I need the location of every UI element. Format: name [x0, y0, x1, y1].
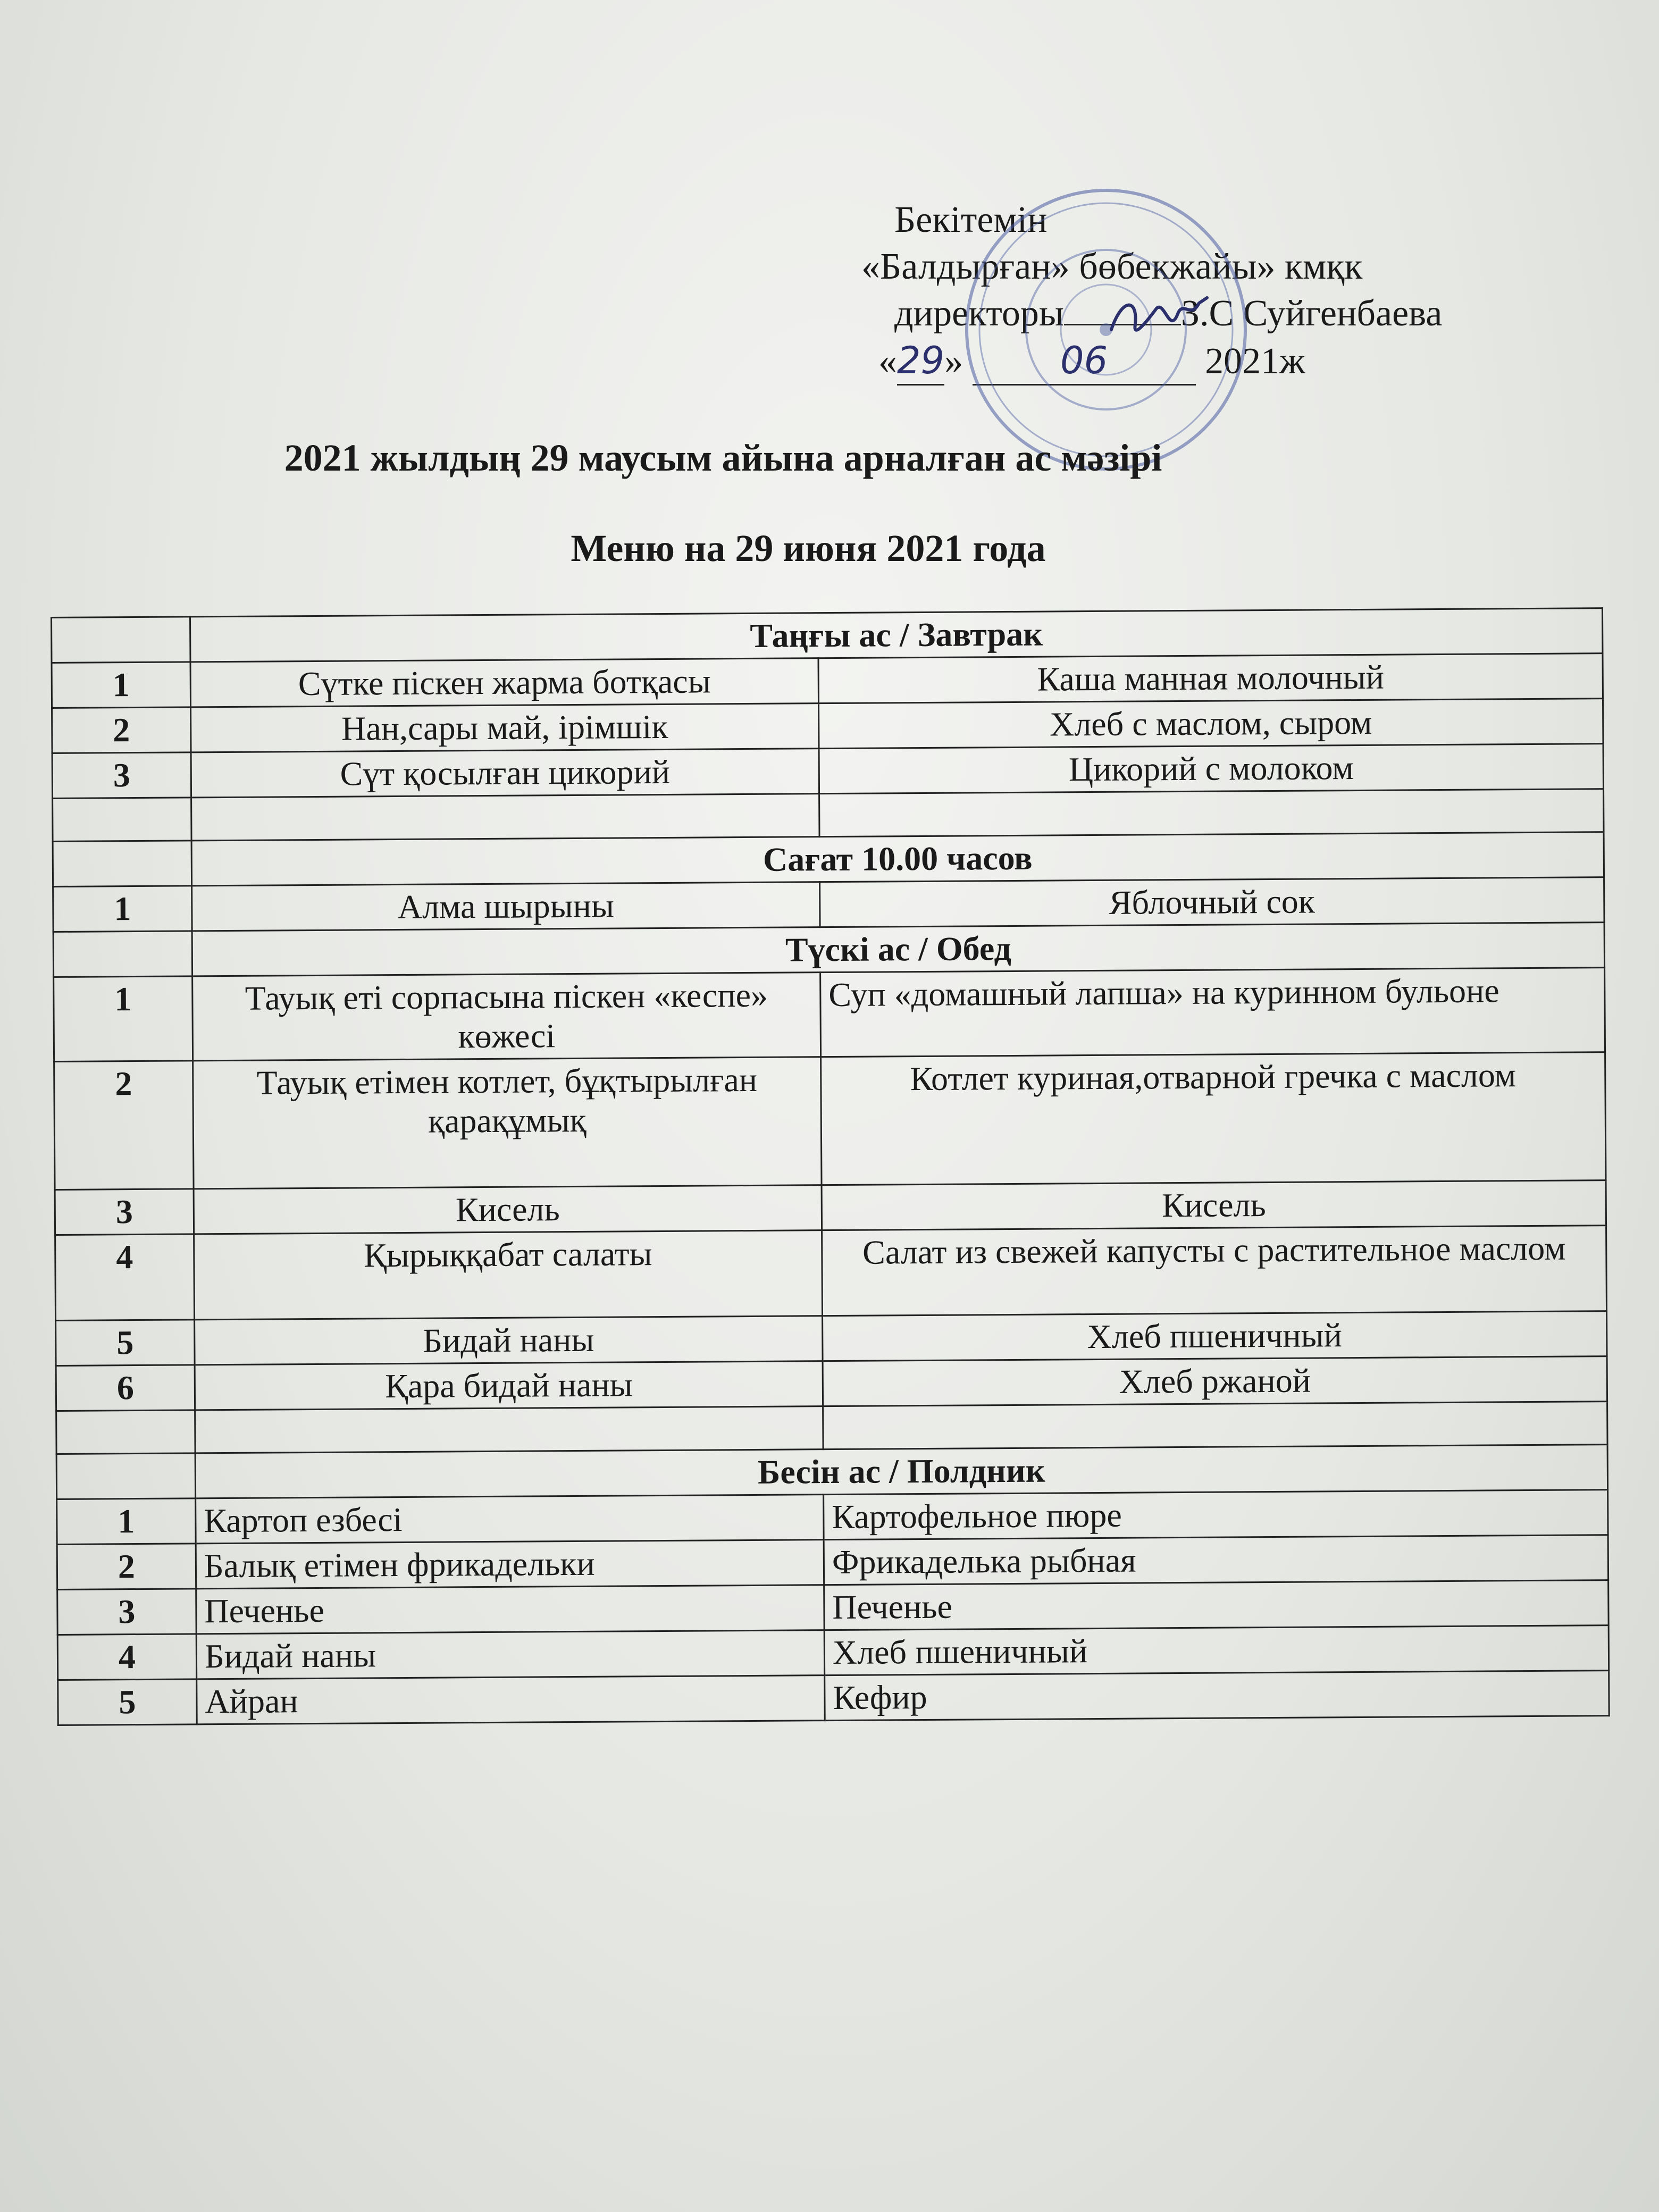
row-number: 1 — [54, 976, 193, 1062]
dish-russian: Фрикаделька рыбная — [824, 1535, 1608, 1585]
table-row — [58, 1671, 1609, 1725]
dish-kazakh: Балық етімен фрикадельки — [196, 1540, 824, 1589]
dish-kazakh: Қырыққабат салаты — [194, 1230, 823, 1320]
dish-kazakh: Сүтке піскен жарма ботқасы — [190, 658, 818, 707]
dish-russian: Кисель — [822, 1180, 1606, 1230]
dish-russian: Цикорий с молоком — [819, 744, 1603, 794]
dish-kazakh: Қара бидай наны — [195, 1361, 823, 1410]
row-number: 5 — [56, 1320, 195, 1366]
approval-role: директоры — [894, 293, 1064, 334]
director-signature — [1106, 287, 1212, 351]
row-number: 1 — [57, 1498, 196, 1545]
approval-day: 29 — [897, 337, 944, 386]
dish-kazakh: Кисель — [194, 1185, 822, 1234]
dish-russian: Салат из свежей капусты с растительное маслом — [822, 1226, 1607, 1316]
table-row — [55, 1226, 1607, 1321]
approval-name: З.С Суйгенбаева — [1180, 293, 1443, 334]
row-number: 6 — [56, 1365, 195, 1411]
row-number: 4 — [57, 1634, 197, 1680]
dish-russian: Котлет куриная,отварной гречка с маслом — [821, 1052, 1606, 1185]
table-row — [54, 1052, 1606, 1190]
dish-russian: Хлеб пшеничный — [823, 1311, 1607, 1361]
approval-month: 06 — [973, 337, 1196, 386]
section-title: Түскі ас / Обед — [192, 923, 1604, 976]
row-number: 3 — [55, 1189, 194, 1235]
dish-kazakh: Айран — [197, 1675, 825, 1724]
row-number: 3 — [52, 752, 191, 799]
title-kazakh: 2021 жылдың 29 маусым айына арналған ас мәзірі — [284, 437, 1162, 479]
section-title: Таңғы ас / Завтрак — [190, 608, 1603, 662]
row-number: 1 — [52, 662, 191, 708]
row-number: 2 — [54, 1061, 194, 1190]
table-row — [54, 968, 1605, 1062]
dish-kazakh: Нан,сары май, ірімшік — [191, 703, 819, 752]
approval-year: 2021ж — [1205, 341, 1305, 382]
section-title: Сағат 10.00 часов — [191, 832, 1604, 886]
dish-kazakh: Бидай наны — [195, 1316, 823, 1365]
row-number: 5 — [58, 1679, 197, 1725]
approval-date-line: «29» 06 2021ж — [861, 337, 1553, 386]
dish-kazakh: Бидай наны — [196, 1630, 824, 1679]
dish-russian: Хлеб пшеничный — [824, 1626, 1608, 1675]
dish-russian: Печенье — [824, 1580, 1608, 1630]
dish-russian: Хлеб с маслом, сыром — [819, 699, 1603, 749]
row-number: 2 — [57, 1544, 196, 1590]
approval-line-1: Бекітемін — [894, 199, 1048, 240]
dish-russian: Кефир — [825, 1671, 1609, 1721]
dish-kazakh: Печенье — [196, 1585, 824, 1634]
approval-organization: «Балдырған» бөбекжайы» кмқк — [861, 246, 1363, 287]
dish-russian: Суп «домашный лапша» на куринном бульоне — [820, 968, 1605, 1057]
dish-russian: Каша манная молочный — [818, 653, 1603, 703]
dish-russian: Картофельное пюре — [824, 1490, 1608, 1540]
row-number: 3 — [57, 1589, 197, 1635]
dish-kazakh: Тауық еті сорпасына піскен «кеспе» көжесі — [192, 973, 821, 1061]
menu-table — [51, 607, 1610, 1726]
dish-kazakh: Тауық етімен котлет, бұқтырылған қарақұмық — [193, 1057, 822, 1189]
dish-kazakh: Картоп езбесі — [196, 1495, 824, 1544]
row-number: 2 — [52, 707, 191, 753]
row-number: 1 — [53, 886, 192, 932]
section-title: Бесін ас / Полдник — [195, 1445, 1607, 1498]
dish-russian: Яблочный сок — [820, 877, 1604, 927]
dish-russian: Хлеб ржаной — [823, 1356, 1607, 1406]
row-number: 4 — [55, 1234, 195, 1321]
dish-kazakh: Сүт қосылған цикорий — [191, 749, 819, 798]
title-russian: Меню на 29 июня 2021 года — [571, 527, 1046, 569]
dish-kazakh: Алма шырыны — [192, 882, 820, 931]
